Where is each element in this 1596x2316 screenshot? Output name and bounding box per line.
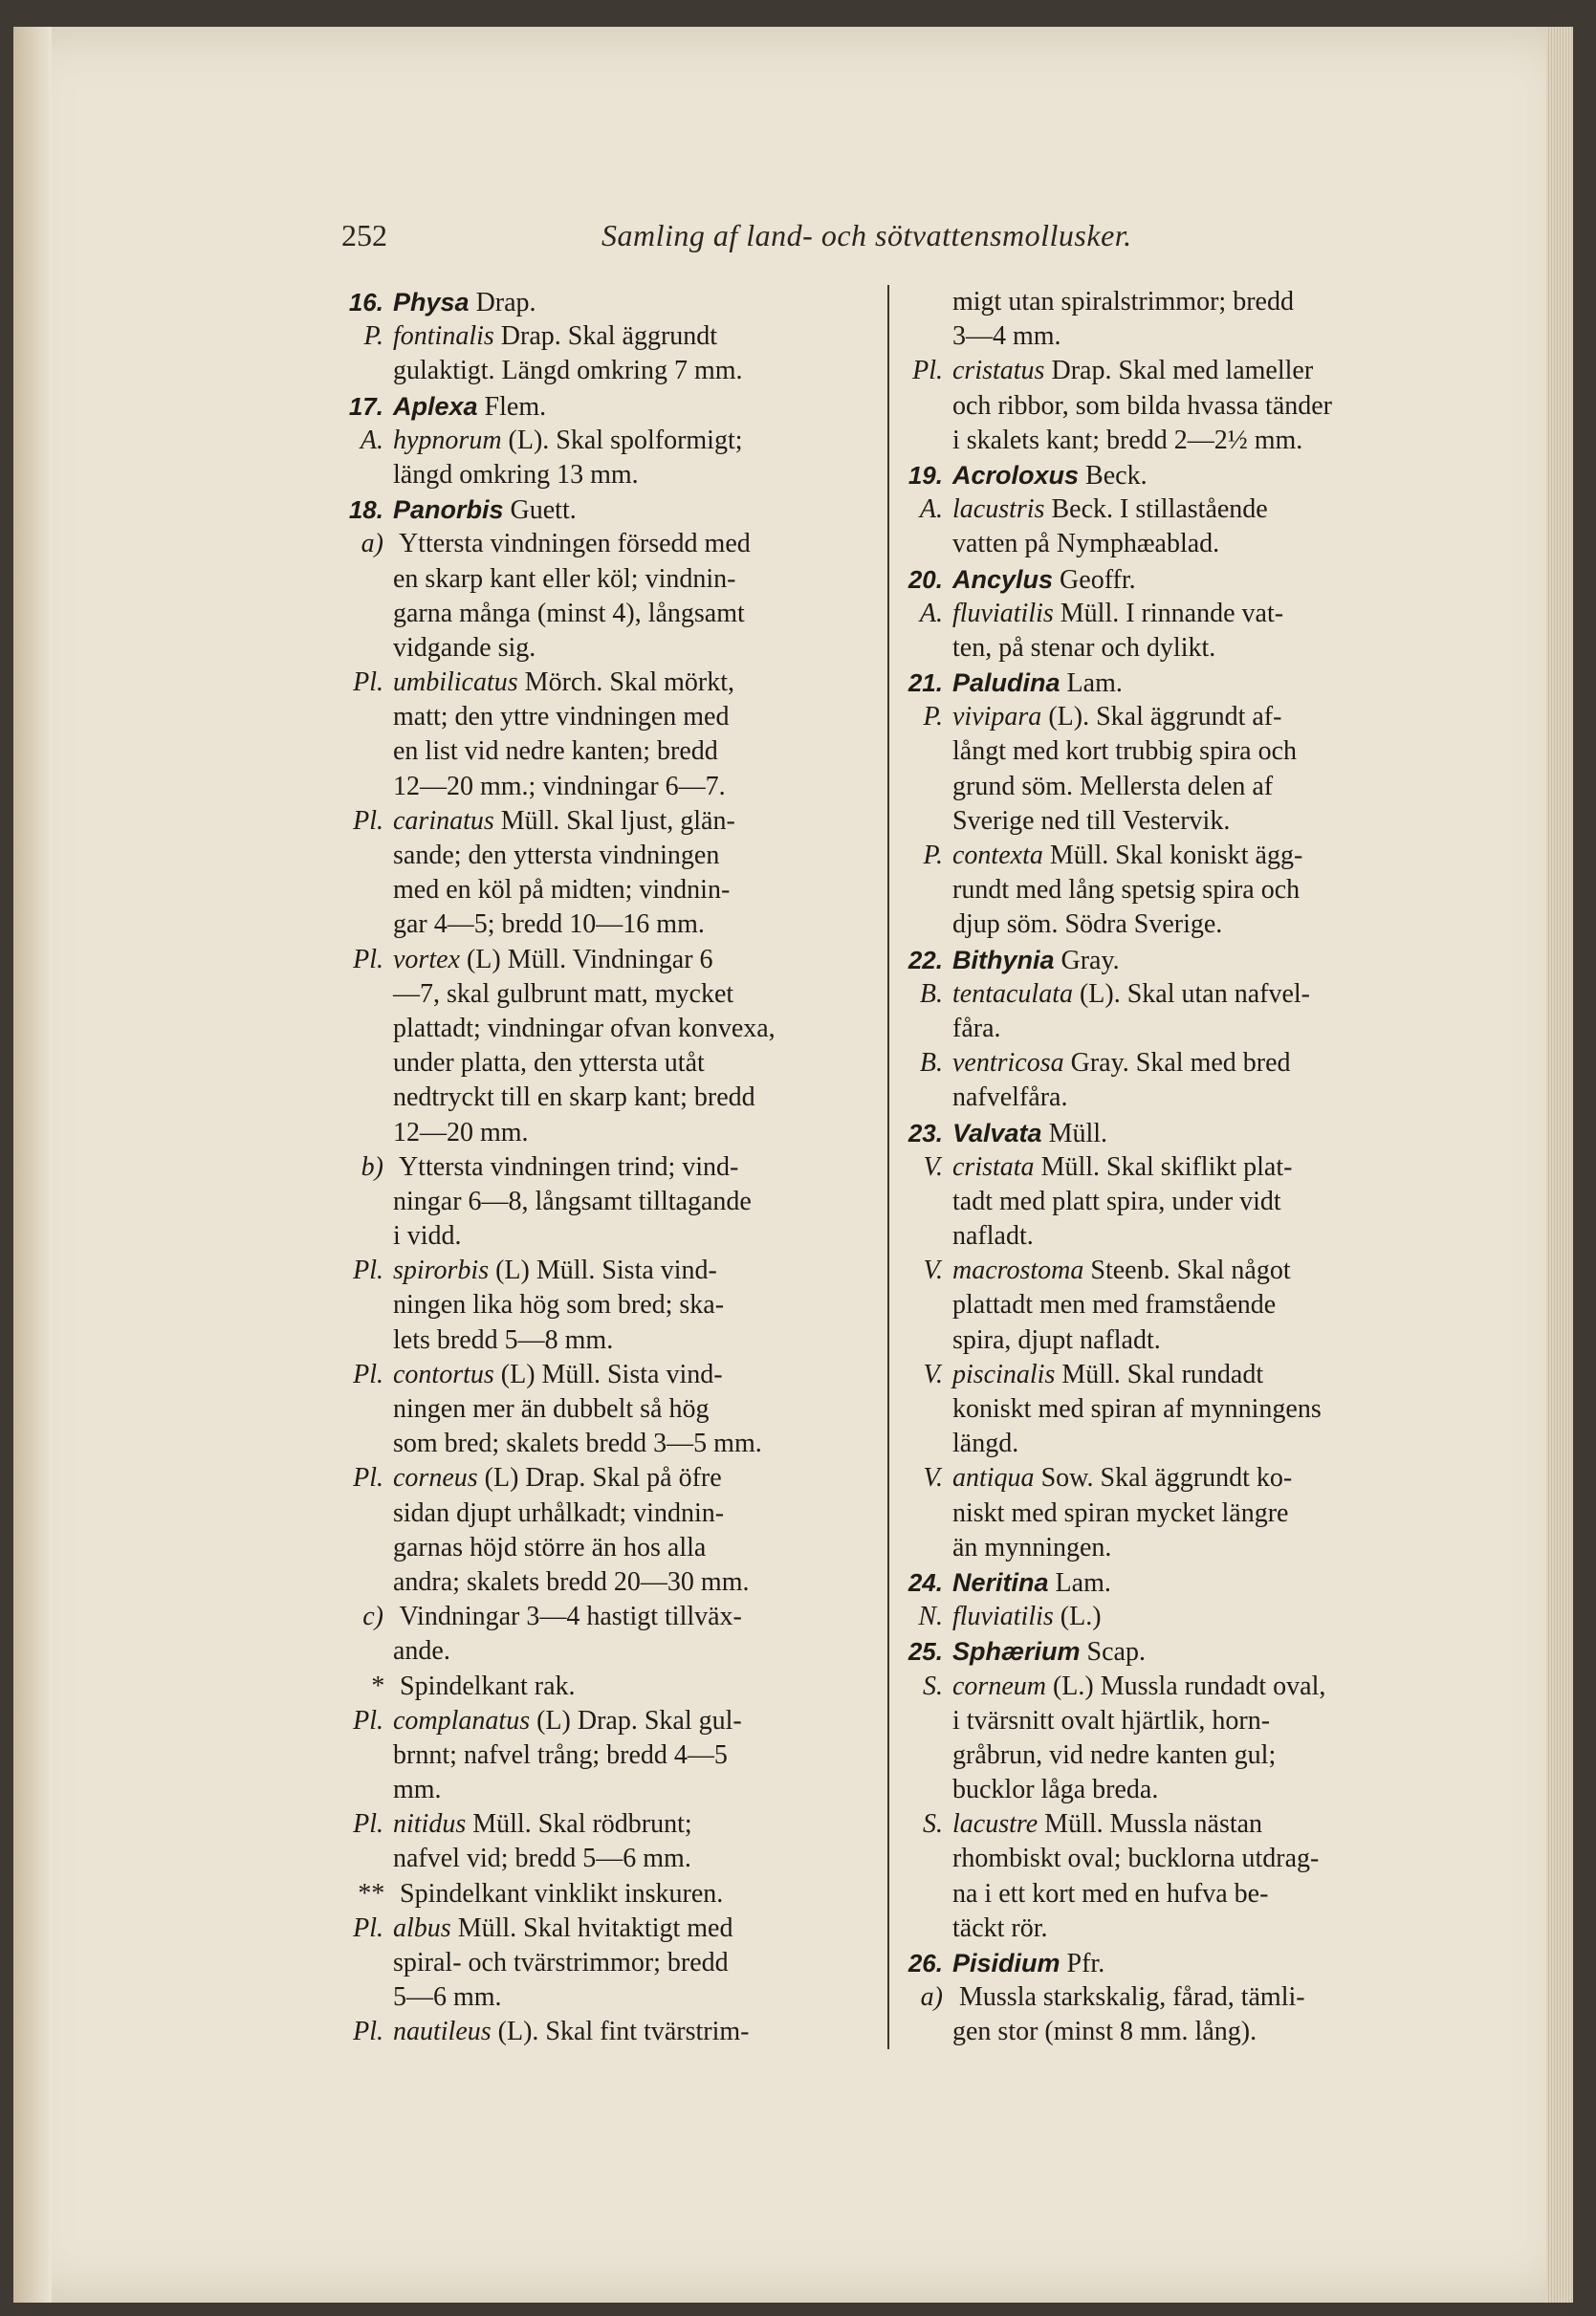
genus-name: Bithynia — [952, 945, 1055, 974]
genus-name: Physa — [393, 288, 470, 317]
species-description: Müll. Skal rundadt — [1055, 1359, 1264, 1389]
species-abbrev: P. — [363, 321, 383, 352]
text-line — [901, 1219, 1455, 1254]
species-description: (L) Drap. Skal på öfre — [477, 1463, 722, 1494]
species-line — [901, 1150, 1455, 1185]
line-text: plattadt men med framstående — [952, 1290, 1277, 1321]
species-abbrev: a) — [361, 529, 383, 559]
line-text: gulaktigt. Längd omkring 7 mm. — [393, 356, 743, 386]
line-text: långt med kort trubbig spira och — [952, 736, 1298, 767]
species-line — [341, 1912, 877, 1946]
page-header — [341, 218, 1250, 256]
genus-author: Pfr. — [1060, 1949, 1105, 1978]
species-line — [341, 1704, 877, 1738]
line-text: och ribbor, som bilda hvassa tänder — [952, 390, 1333, 421]
species-line — [341, 2015, 877, 2049]
line-text: spira, djupt nafladt. — [952, 1324, 1161, 1355]
species-abbrev: P. — [923, 841, 943, 870]
line-text: längd omkring 13 mm. — [393, 459, 639, 490]
species-description: Steenb. Skal något — [1083, 1256, 1291, 1286]
line-text: gen stor (minst 8 mm. lång). — [952, 2017, 1257, 2047]
species-name: lacustris — [952, 494, 1045, 525]
text-line — [901, 804, 1455, 839]
text-line — [341, 1738, 877, 1773]
text-line — [341, 1773, 877, 1807]
species-line — [341, 1670, 877, 1704]
species-description: Vindningar 3—4 hastigt tillväx- — [393, 1602, 742, 1632]
species-abbrev: Pl. — [353, 667, 383, 698]
genus-number: 22. — [907, 945, 943, 974]
species-line — [901, 1358, 1455, 1392]
genus-number: 16. — [348, 288, 383, 317]
line-text: garnas höjd större än hos alla — [393, 1532, 707, 1562]
genus-author: Lam. — [1048, 1567, 1111, 1598]
species-abbrev: Pl. — [353, 1463, 383, 1494]
line-text: som bred; skalets bredd 3—5 mm. — [393, 1429, 762, 1459]
species-abbrev: P. — [923, 702, 943, 732]
species-abbrev: A. — [919, 494, 943, 525]
species-name: spirorbis — [393, 1256, 490, 1286]
text-line — [341, 562, 877, 597]
genus-author: Müll. — [1041, 1118, 1108, 1148]
species-line — [901, 492, 1455, 527]
species-abbrev: B. — [919, 1048, 943, 1079]
text-line — [341, 631, 877, 666]
text-line — [341, 1116, 877, 1150]
species-line — [901, 1254, 1455, 1288]
genus-number: 19. — [907, 460, 943, 490]
genus-name: Ancylus — [952, 564, 1054, 594]
species-description: Drap. Skal med lameller — [1044, 356, 1314, 386]
line-text: niskt med spiran mycket längre — [952, 1497, 1289, 1528]
text-line — [901, 285, 1455, 319]
text-line — [901, 873, 1455, 907]
genus-name: Aplexa — [393, 391, 478, 421]
line-text: sande; den yttersta vindningen — [393, 841, 720, 870]
text-line — [341, 1980, 877, 2015]
species-abbrev: Pl. — [353, 1256, 383, 1286]
species-line — [341, 1600, 877, 1634]
line-text: mm. — [393, 1775, 442, 1805]
text-line — [341, 1565, 877, 1600]
genus-name: Panorbis — [393, 495, 504, 525]
genus-author: Flem. — [477, 391, 547, 422]
line-text: tadt med platt spira, under vidt — [952, 1186, 1281, 1216]
text-line — [341, 1323, 877, 1358]
text-line — [341, 1531, 877, 1565]
line-text: spiral- och tvärstrimmor; bredd — [393, 1948, 729, 1977]
species-line — [341, 1461, 877, 1496]
line-text: gråbrun, vid nedre kanten gul; — [952, 1739, 1277, 1770]
line-text: 3—4 mm. — [952, 321, 1061, 352]
text-line — [901, 2015, 1455, 2049]
genus-line — [901, 458, 1455, 492]
genus-line — [341, 285, 877, 319]
species-name: nautileus — [393, 2017, 492, 2047]
text-line — [341, 770, 877, 804]
species-abbrev: Pl. — [353, 1705, 383, 1736]
line-text: fåra. — [952, 1013, 1001, 1043]
species-abbrev: Pl. — [353, 944, 383, 974]
genus-author: Geoffr. — [1053, 564, 1136, 595]
text-line — [901, 1427, 1455, 1461]
right-column — [901, 285, 1455, 2050]
species-description: Mörch. Skal mörkt, — [517, 667, 734, 698]
species-name: nitidus — [393, 1809, 467, 1840]
text-line — [901, 1531, 1455, 1565]
genus-line — [901, 666, 1455, 700]
text-line — [341, 1219, 877, 1254]
text-line — [901, 907, 1455, 942]
species-abbrev: B. — [919, 978, 943, 1009]
species-abbrev: S. — [923, 1671, 943, 1701]
line-text: gar 4—5; bredd 10—16 mm. — [393, 909, 705, 940]
text-line — [901, 424, 1455, 458]
genus-number: 18. — [348, 495, 383, 525]
species-name: corneum — [952, 1671, 1046, 1701]
text-line — [341, 700, 877, 734]
gutter-shadow — [13, 27, 52, 2303]
text-line — [901, 389, 1455, 424]
text-line — [341, 734, 877, 769]
species-description: Müll. Skal skiflikt plat- — [1034, 1151, 1293, 1182]
genus-name: Acroloxus — [952, 460, 1080, 490]
species-description: Mussla starkskalig, fårad, tämli- — [952, 1982, 1305, 2013]
text-line — [901, 1842, 1455, 1876]
species-description: (L) Müll. Sista vind- — [493, 1359, 723, 1389]
species-description: Spindelkant rak. — [393, 1671, 576, 1701]
species-description: (L). Skal äggrundt af- — [1041, 702, 1282, 732]
species-name: carinatus — [393, 805, 494, 836]
line-text: längd. — [952, 1429, 1019, 1459]
text-line — [341, 1842, 877, 1876]
species-name: vivipara — [952, 702, 1042, 732]
species-abbrev: V. — [923, 1463, 943, 1494]
line-text: lets bredd 5—8 mm. — [393, 1324, 614, 1355]
line-text: bucklor låga breda. — [952, 1775, 1159, 1805]
species-name: piscinalis — [952, 1359, 1056, 1389]
text-line — [901, 1738, 1455, 1773]
species-abbrev: V. — [923, 1359, 943, 1389]
line-text: matt; den yttre vindningen med — [393, 702, 730, 732]
species-name: antiqua — [952, 1463, 1035, 1494]
line-text: i tvärsnitt ovalt hjärtlik, horn- — [952, 1705, 1271, 1736]
genus-number: 21. — [907, 668, 943, 698]
species-description: Sow. Skal äggrundt ko- — [1034, 1463, 1293, 1494]
species-name: cristata — [952, 1151, 1035, 1182]
text-line — [341, 1392, 877, 1427]
text-line — [341, 873, 877, 907]
species-name: complanatus — [393, 1705, 531, 1736]
line-text: rhombiskt oval; bucklorna utdrag- — [952, 1844, 1320, 1874]
species-description: (L) Müll. Sista vind- — [489, 1256, 717, 1286]
species-abbrev: a) — [920, 1982, 943, 2013]
text-line — [901, 770, 1455, 804]
species-line — [341, 319, 877, 354]
species-description: (L). Skal utan nafvel- — [1072, 978, 1311, 1009]
text-line — [341, 1288, 877, 1322]
species-description: Müll. Mussla nästan — [1038, 1809, 1263, 1840]
species-abbrev: c) — [362, 1602, 383, 1632]
genus-name: Sphærium — [952, 1637, 1081, 1667]
text-line — [341, 597, 877, 631]
line-text: nafladt. — [952, 1221, 1034, 1252]
species-name: umbilicatus — [393, 667, 518, 698]
line-text: med en köl på midten; vindnin- — [393, 875, 731, 906]
text-line — [901, 1877, 1455, 1912]
species-abbrev: Pl. — [353, 805, 383, 836]
species-line — [901, 1600, 1455, 1634]
text-line — [901, 631, 1455, 666]
genus-author: Lam. — [1060, 668, 1123, 699]
species-line — [341, 1254, 877, 1288]
text-line — [901, 1323, 1455, 1358]
species-line — [901, 977, 1455, 1012]
line-text: vidgande sig. — [393, 632, 536, 663]
species-name: tentaculata — [952, 978, 1073, 1009]
species-description: Yttersta vindningen försedd med — [393, 529, 751, 559]
text-line — [901, 1288, 1455, 1322]
text-line — [341, 1012, 877, 1046]
line-text: nedtryckt till en skarp kant; bredd — [393, 1082, 755, 1113]
species-line — [901, 1461, 1455, 1496]
genus-number: 20. — [907, 564, 943, 594]
species-description: (L) Müll. Vindningar 6 — [459, 944, 713, 974]
text-line — [901, 1773, 1455, 1807]
species-name: fluviatilis — [952, 1602, 1054, 1632]
line-text: ningar 6—8, långsamt tilltagande — [393, 1186, 752, 1216]
species-abbrev: N. — [918, 1602, 943, 1632]
species-name: contexta — [952, 841, 1043, 870]
genus-name: Valvata — [952, 1118, 1042, 1147]
book-page — [13, 27, 1573, 2303]
species-line — [901, 700, 1455, 734]
species-description: Spindelkant vinklikt inskuren. — [393, 1878, 724, 1909]
species-line — [341, 1358, 877, 1392]
species-line — [901, 354, 1455, 388]
running-title: Samling af land- och sötvattensmollusker. — [601, 218, 1132, 252]
species-name: albus — [393, 1912, 451, 1943]
species-description: Beck. I stillastående — [1044, 494, 1268, 525]
genus-name: Pisidium — [952, 1949, 1060, 1977]
species-name: hypnorum — [393, 425, 502, 455]
genus-number: 23. — [907, 1118, 943, 1147]
line-text: andra; skalets bredd 20—30 mm. — [393, 1566, 750, 1597]
species-line — [341, 804, 877, 839]
genus-line — [901, 1116, 1455, 1150]
species-line — [901, 839, 1455, 873]
species-description: (L.) — [1053, 1602, 1102, 1632]
page-edges — [1546, 27, 1573, 2303]
line-text: sidan djupt urhålkadt; vindnin- — [393, 1497, 725, 1528]
species-line — [341, 424, 877, 458]
species-line — [341, 527, 877, 561]
species-line — [341, 1807, 877, 1842]
species-abbrev: S. — [923, 1809, 943, 1840]
text-line — [901, 1497, 1455, 1531]
line-text: brnnt; nafvel trång; bredd 4—5 — [393, 1739, 728, 1770]
line-text: na i ett kort med en hufva be- — [952, 1878, 1269, 1909]
genus-number: 24. — [907, 1567, 943, 1597]
line-text: i skalets kant; bredd 2—2½ mm. — [952, 425, 1303, 455]
line-text: ningen lika hög som bred; ska- — [393, 1290, 725, 1321]
line-text: migt utan spiralstrimmor; bredd — [952, 287, 1294, 317]
species-description: (L) Drap. Skal gul- — [530, 1705, 742, 1736]
line-text: ningen mer än dubbelt så hög — [393, 1394, 710, 1424]
species-line — [341, 666, 877, 700]
line-text: täckt rör. — [952, 1912, 1048, 1943]
line-text: 12—20 mm. — [393, 1117, 529, 1147]
species-line — [901, 1670, 1455, 1704]
text-line — [341, 1634, 877, 1669]
line-text: under platta, den yttersta utåt — [393, 1048, 705, 1079]
genus-name: Neritina — [952, 1567, 1049, 1597]
text-line — [341, 1427, 877, 1461]
species-line — [341, 1150, 877, 1185]
line-text: koniskt med spiran af mynningens — [952, 1394, 1322, 1424]
species-description: Drap. Skal äggrundt — [493, 321, 718, 352]
species-description: (L). Skal fint tvärstrim- — [491, 2017, 750, 2047]
text-line — [341, 1046, 877, 1081]
line-text: en list vid nedre kanten; bredd — [393, 736, 718, 767]
text-line — [901, 1012, 1455, 1046]
text-line — [341, 1946, 877, 1980]
text-line — [901, 1185, 1455, 1219]
line-text: plattadt; vindningar ofvan konvexa, — [393, 1013, 776, 1043]
genus-line — [901, 943, 1455, 977]
line-text: än mynningen. — [952, 1532, 1112, 1562]
line-text: ande. — [393, 1636, 450, 1667]
species-description: Müll. Skal koniskt ägg- — [1042, 841, 1303, 870]
text-line — [341, 977, 877, 1012]
line-text: grund söm. Mellersta delen af — [952, 771, 1274, 801]
species-abbrev: Pl. — [912, 356, 943, 386]
species-abbrev: ** — [357, 1878, 383, 1909]
species-name: contortus — [393, 1359, 494, 1389]
species-name: lacustre — [952, 1809, 1038, 1840]
species-name: vortex — [393, 944, 460, 974]
species-description: Yttersta vindningen trind; vind- — [393, 1151, 739, 1182]
species-line — [341, 943, 877, 977]
text-line — [341, 1185, 877, 1219]
line-text: 12—20 mm.; vindningar 6—7. — [393, 771, 726, 801]
text-line — [341, 458, 877, 492]
line-text: en skarp kant eller köl; vindnin- — [393, 563, 736, 594]
species-abbrev: V. — [923, 1151, 943, 1182]
species-line — [901, 1807, 1455, 1842]
line-text: rundt med lång spetsig spira och — [952, 875, 1301, 906]
genus-line — [901, 1634, 1455, 1669]
species-description: Gray. Skal med bred — [1063, 1048, 1291, 1079]
species-abbrev: Pl. — [353, 1912, 383, 1943]
text-line — [341, 354, 877, 388]
species-abbrev: V. — [923, 1256, 943, 1286]
genus-author: Guett. — [503, 495, 577, 526]
genus-author: Gray. — [1054, 945, 1120, 975]
line-text: garna många (minst 4), långsamt — [393, 598, 745, 628]
text-line — [901, 527, 1455, 561]
genus-line — [901, 562, 1455, 597]
species-description: Müll. Skal hvitaktigt med — [450, 1912, 733, 1943]
genus-number: 17. — [348, 391, 383, 421]
species-description: Müll. I rinnande vat- — [1053, 598, 1284, 628]
line-text: djup söm. Södra Sverige. — [952, 909, 1223, 940]
text-line — [901, 734, 1455, 769]
species-description: (L.) Mussla rundadt oval, — [1045, 1671, 1326, 1701]
line-text: nafvel vid; bredd 5—6 mm. — [393, 1844, 691, 1874]
text-line — [341, 1497, 877, 1531]
text-line — [341, 907, 877, 942]
text-line — [901, 1912, 1455, 1946]
species-name: corneus — [393, 1463, 478, 1494]
genus-line — [341, 389, 877, 424]
line-text: i vidd. — [393, 1221, 462, 1252]
species-name: cristatus — [952, 356, 1045, 386]
line-text: —7, skal gulbrunt matt, mycket — [393, 978, 734, 1009]
genus-author: Scap. — [1080, 1637, 1146, 1668]
text-line — [901, 1392, 1455, 1427]
species-line — [901, 1046, 1455, 1081]
species-abbrev: A. — [919, 598, 943, 628]
genus-number: 26. — [907, 1949, 943, 1977]
line-text: vatten på Nymphæablad. — [952, 529, 1220, 559]
species-abbrev: Pl. — [353, 2017, 383, 2047]
species-line — [901, 1980, 1455, 2015]
species-line — [901, 597, 1455, 631]
text-line — [341, 839, 877, 873]
genus-name: Paludina — [952, 668, 1060, 698]
text-line — [901, 1081, 1455, 1115]
species-description: (L). Skal spolformigt; — [501, 425, 743, 455]
genus-line — [901, 1565, 1455, 1600]
species-name: fluviatilis — [952, 598, 1054, 628]
genus-line — [901, 1946, 1455, 1980]
genus-line — [341, 492, 877, 527]
species-abbrev: A. — [360, 425, 383, 455]
text-line — [901, 319, 1455, 354]
species-name: macrostoma — [952, 1256, 1084, 1286]
species-abbrev: Pl. — [353, 1359, 383, 1389]
species-abbrev: * — [370, 1671, 383, 1701]
species-name: fontinalis — [393, 321, 494, 352]
line-text: Sverige ned till Vestervik. — [952, 805, 1231, 836]
line-text: ten, på stenar och dylikt. — [952, 632, 1216, 663]
species-line — [341, 1877, 877, 1912]
species-description: Müll. Skal ljust, glän- — [493, 805, 735, 836]
species-name: ventricosa — [952, 1048, 1064, 1079]
text-line — [901, 1704, 1455, 1738]
species-abbrev: Pl. — [353, 1809, 383, 1840]
species-abbrev: b) — [361, 1151, 383, 1182]
text-line — [341, 1081, 877, 1115]
line-text: nafvelfåra. — [952, 1082, 1068, 1113]
genus-number: 25. — [907, 1637, 943, 1667]
page-number: 252 — [341, 218, 387, 252]
column-divider — [887, 285, 889, 2049]
left-column — [341, 285, 877, 2050]
genus-author: Drap. — [469, 288, 536, 317]
genus-author: Beck. — [1079, 460, 1148, 491]
species-description: Müll. Skal rödbrunt; — [466, 1809, 692, 1840]
line-text: 5—6 mm. — [393, 1982, 502, 2013]
